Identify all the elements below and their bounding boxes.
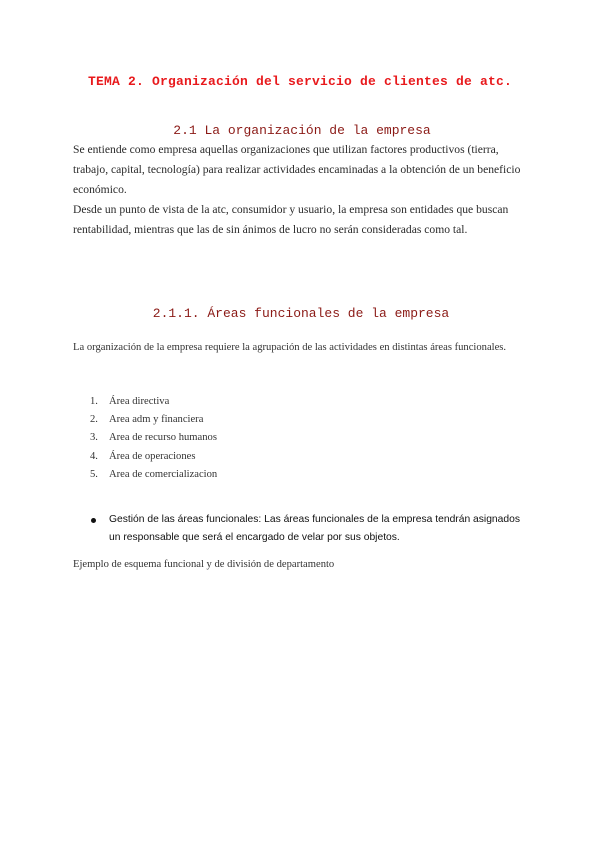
list-item [90, 448, 217, 466]
bullet-text: Gestión de las áreas funcionales: Las áreas funcionales de la empresa tendrán asignados un responsable que será el encargado de velar por sus objetos. [109, 514, 520, 543]
bullet-dot-icon [91, 518, 96, 523]
paragraph-definicion-empresa: Se entiende como empresa aquellas organizaciones que utilizan factores productivos (tierra, trabajo, capital, tecnología) para realizar actividades encaminadas a la obtención de un beneficio económico. [73, 143, 521, 196]
list-item-number: 3. [90, 432, 98, 444]
list-item [90, 466, 217, 484]
list-item-label: Area adm y financiera [109, 414, 204, 426]
list-item-number: 2. [90, 414, 98, 426]
list-item-number: 1. [90, 396, 98, 407]
list-item-label: Area de comercializacion [109, 468, 218, 480]
list-item-label: Área directiva [109, 396, 170, 407]
section-heading-areas-funcionales: 2.1.1. Áreas funcionales de la empresa [152, 306, 450, 321]
areas-numbered-list [90, 393, 217, 484]
paragraph-agrupacion-actividades: La organización de la empresa requiere la agrupación de las actividades en distintas áreas funcionales. [73, 342, 507, 353]
list-item [90, 429, 217, 447]
bullet-gestion-areas [91, 511, 521, 547]
document-title: TEMA 2. Organización del servicio de clientes de atc. [87, 74, 513, 89]
paragraph-punto-de-vista: Desde un punto de vista de la atc, consumidor y usuario, la empresa son entidades que buscan rentabilidad, mientras que las de sin ánimos de lucro no serán consideradas como tal. [73, 203, 509, 236]
section-heading-organizacion: 2.1 La organización de la empresa [173, 123, 431, 138]
list-item-label: Area de recurso humanos [109, 432, 217, 444]
list-item-label: Área de operaciones [109, 450, 196, 462]
list-item [90, 393, 217, 411]
list-item-number: 5. [90, 468, 98, 480]
list-item [90, 411, 217, 429]
list-item-number: 4. [90, 450, 98, 462]
paragraph-ejemplo-esquema: Ejemplo de esquema funcional y de división de departamento [73, 559, 335, 570]
